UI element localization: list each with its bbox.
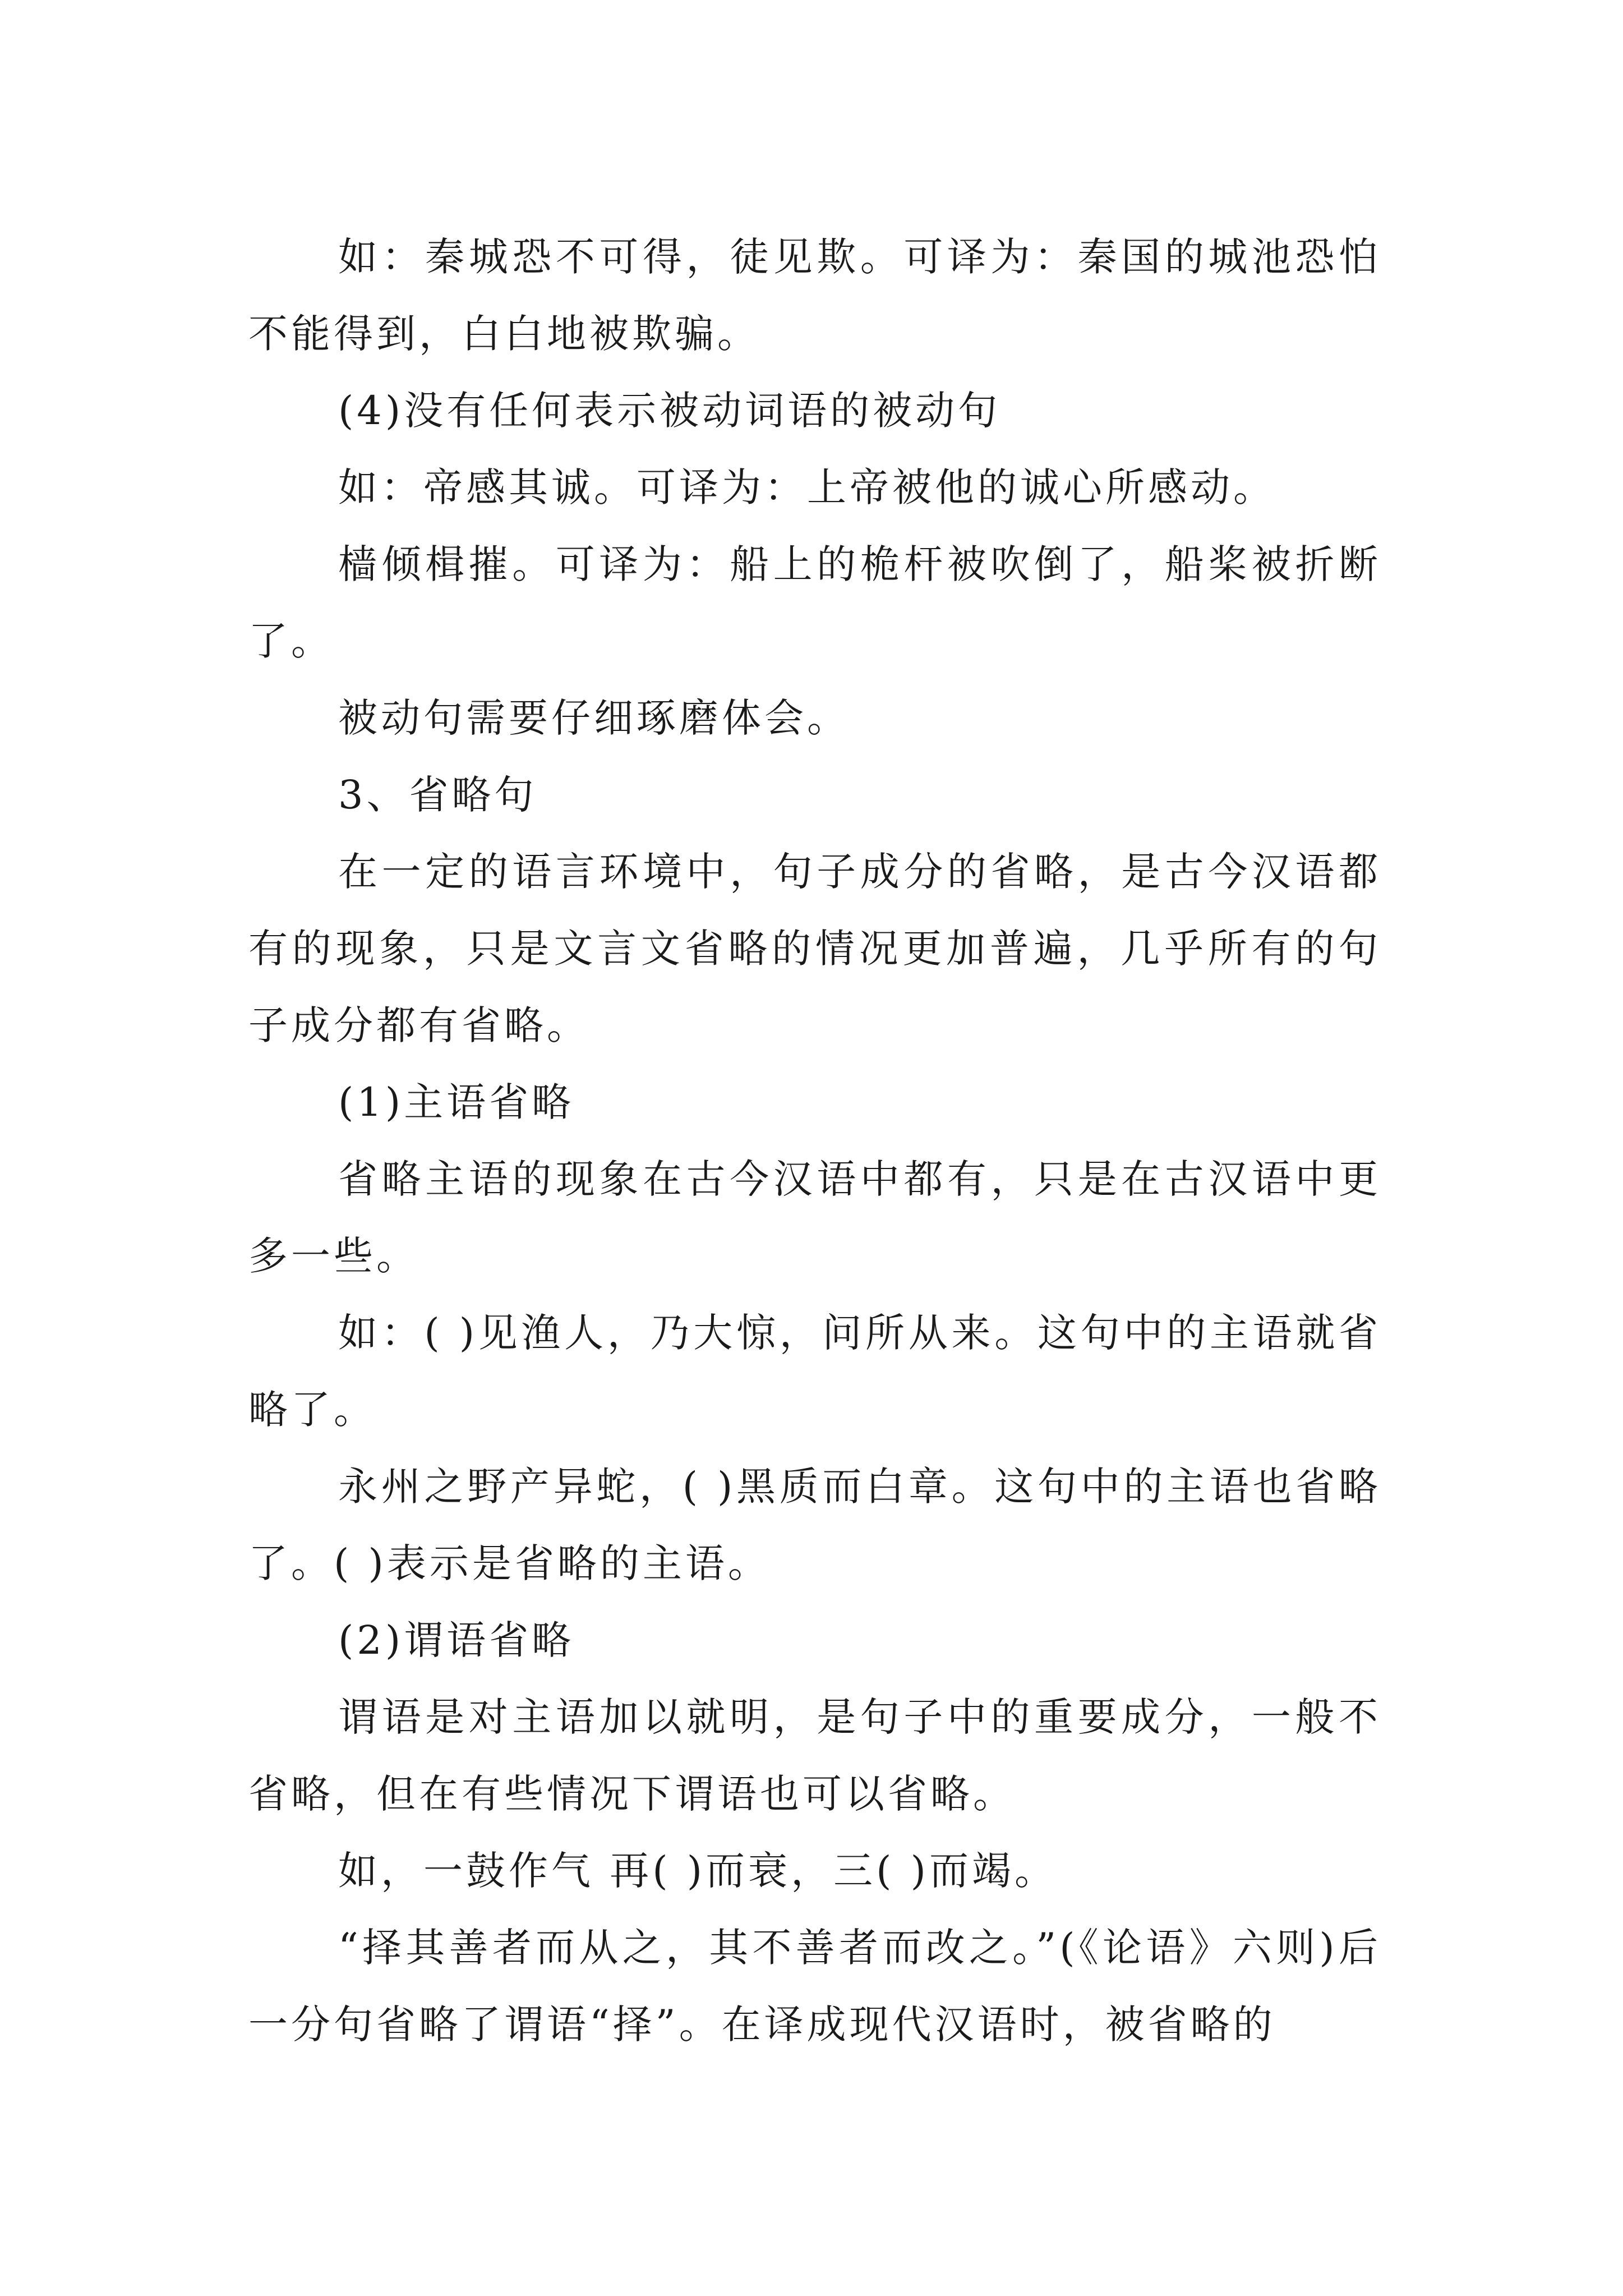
paragraph: 如：帝感其诚。可译为：上帝被他的诚心所感动。 bbox=[338, 464, 1276, 510]
paragraph: “择其善者而从之，其不善者而改之。”(《论语》六则)后一分句省略了谓语“择”。在译成现代汉语时，被省略的 bbox=[248, 1925, 1381, 2047]
paragraph: 在一定的语言环境中，句子成分的省略，是古今汉语都有的现象，只是文言文省略的情况更加普遍，几乎所有的句子成分都有省略。 bbox=[248, 849, 1381, 1048]
paragraph: 如：( )见渔人，乃大惊，问所从来。这句中的主语就省略了。 bbox=[248, 1310, 1381, 1433]
paragraph: 谓语是对主语加以就明，是句子中的重要成分，一般不省略，但在有些情况下谓语也可以省略。 bbox=[248, 1694, 1381, 1817]
paragraph: 如：秦城恐不可得，徒见欺。可译为：秦国的城池恐怕不能得到，白白地被欺骗。 bbox=[248, 234, 1381, 357]
document-body bbox=[248, 219, 1381, 2063]
paragraph: 被动句需要仔细琢磨体会。 bbox=[338, 695, 850, 741]
paragraph: 樯倾楫摧。可译为：船上的桅杆被吹倒了，船桨被折断了。 bbox=[248, 541, 1381, 664]
section-heading: 3、省略句 bbox=[338, 772, 537, 818]
paragraph: 永州之野产异蛇，( )黑质而白章。这句中的主语也省略了。( )表示是省略的主语。 bbox=[248, 1464, 1381, 1586]
paragraph: (4)没有任何表示被动词语的被动句 bbox=[338, 388, 1001, 434]
subsection-heading: (2)谓语省略 bbox=[338, 1617, 575, 1663]
paragraph: 如，一鼓作气 再( )而衰，三( )而竭。 bbox=[338, 1848, 1057, 1894]
subsection-heading: (1)主语省略 bbox=[338, 1079, 575, 1125]
paragraph: 省略主语的现象在古今汉语中都有，只是在古汉语中更多一些。 bbox=[248, 1156, 1381, 1279]
